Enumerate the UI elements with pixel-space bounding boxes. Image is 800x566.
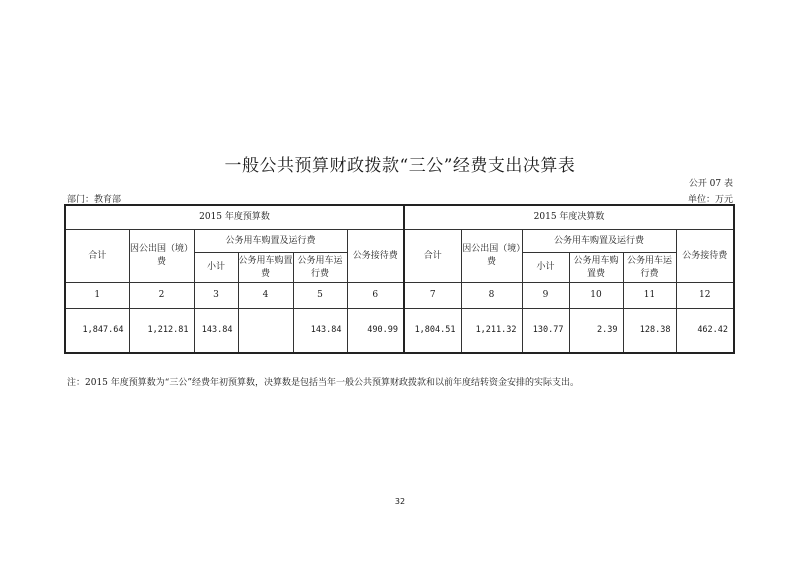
final-subtotal-header: 小计	[522, 253, 569, 283]
final-abroad-value: 1,211.32	[461, 309, 522, 354]
budget-total-value: 1,847.64	[65, 309, 129, 354]
final-total-value: 1,804.51	[404, 309, 461, 354]
final-abroad-header: 因公出国（境）费	[461, 230, 522, 283]
column-header-row	[65, 230, 734, 253]
final-vehicle-operation-header: 公务用车运行费	[623, 253, 676, 283]
column-number: 12	[676, 283, 734, 309]
budget-abroad-header: 因公出国（境）费	[129, 230, 194, 283]
final-vehicle-purchase-header: 公务用车购置费	[569, 253, 623, 283]
budget-vehicle-purchase-value	[238, 309, 293, 354]
column-number-row	[65, 283, 734, 309]
column-number: 8	[461, 283, 522, 309]
final-vehicle-operation-value: 128.38	[623, 309, 676, 354]
final-total-header: 合计	[404, 230, 461, 283]
column-number: 3	[194, 283, 238, 309]
unit-label: 单位：万元	[687, 195, 733, 205]
budget-total-header: 合计	[65, 230, 129, 283]
budget-vehicle-operation-value: 143.84	[293, 309, 347, 354]
budget-vehicle-operation-header: 公务用车运行费	[293, 253, 347, 283]
column-number: 11	[623, 283, 676, 309]
final-header: 2015 年度决算数	[404, 205, 734, 230]
budget-reception-value: 490.99	[347, 309, 404, 354]
form-number: 公开 07 表	[688, 179, 733, 189]
final-vehicle-group-header: 公务用车购置及运行费	[522, 230, 676, 253]
expenditure-table	[64, 204, 735, 354]
column-number: 4	[238, 283, 293, 309]
budget-abroad-value: 1,212.81	[129, 309, 194, 354]
column-number: 5	[293, 283, 347, 309]
budget-vehicle-group-header: 公务用车购置及运行费	[194, 230, 347, 253]
column-number: 9	[522, 283, 569, 309]
footnote: 注：2015 年度预算数为“三公”经费年初预算数，决算数是包括当年一般公共预算财政拨款和以前年度结转资金安排的实际支出。	[67, 378, 579, 388]
budget-subtotal-header: 小计	[194, 253, 238, 283]
column-number: 10	[569, 283, 623, 309]
column-number: 7	[404, 283, 461, 309]
department-label: 部门：教育部	[67, 195, 122, 205]
final-subtotal-value: 130.77	[522, 309, 569, 354]
column-number: 6	[347, 283, 404, 309]
final-vehicle-purchase-value: 2.39	[569, 309, 623, 354]
budget-vehicle-purchase-header: 公务用车购置费	[238, 253, 293, 283]
budget-subtotal-value: 143.84	[194, 309, 238, 354]
column-number: 2	[129, 283, 194, 309]
final-reception-header: 公务接待费	[676, 230, 734, 283]
period-header-row	[65, 205, 734, 230]
page-number: 32	[394, 497, 406, 506]
final-reception-value: 462.42	[676, 309, 734, 354]
values-row	[65, 309, 734, 354]
page-title: 一般公共预算财政拨款“三公”经费支出决算表	[224, 156, 576, 176]
budget-reception-header: 公务接待费	[347, 230, 404, 283]
budget-header: 2015 年度预算数	[65, 205, 404, 230]
column-number: 1	[65, 283, 129, 309]
